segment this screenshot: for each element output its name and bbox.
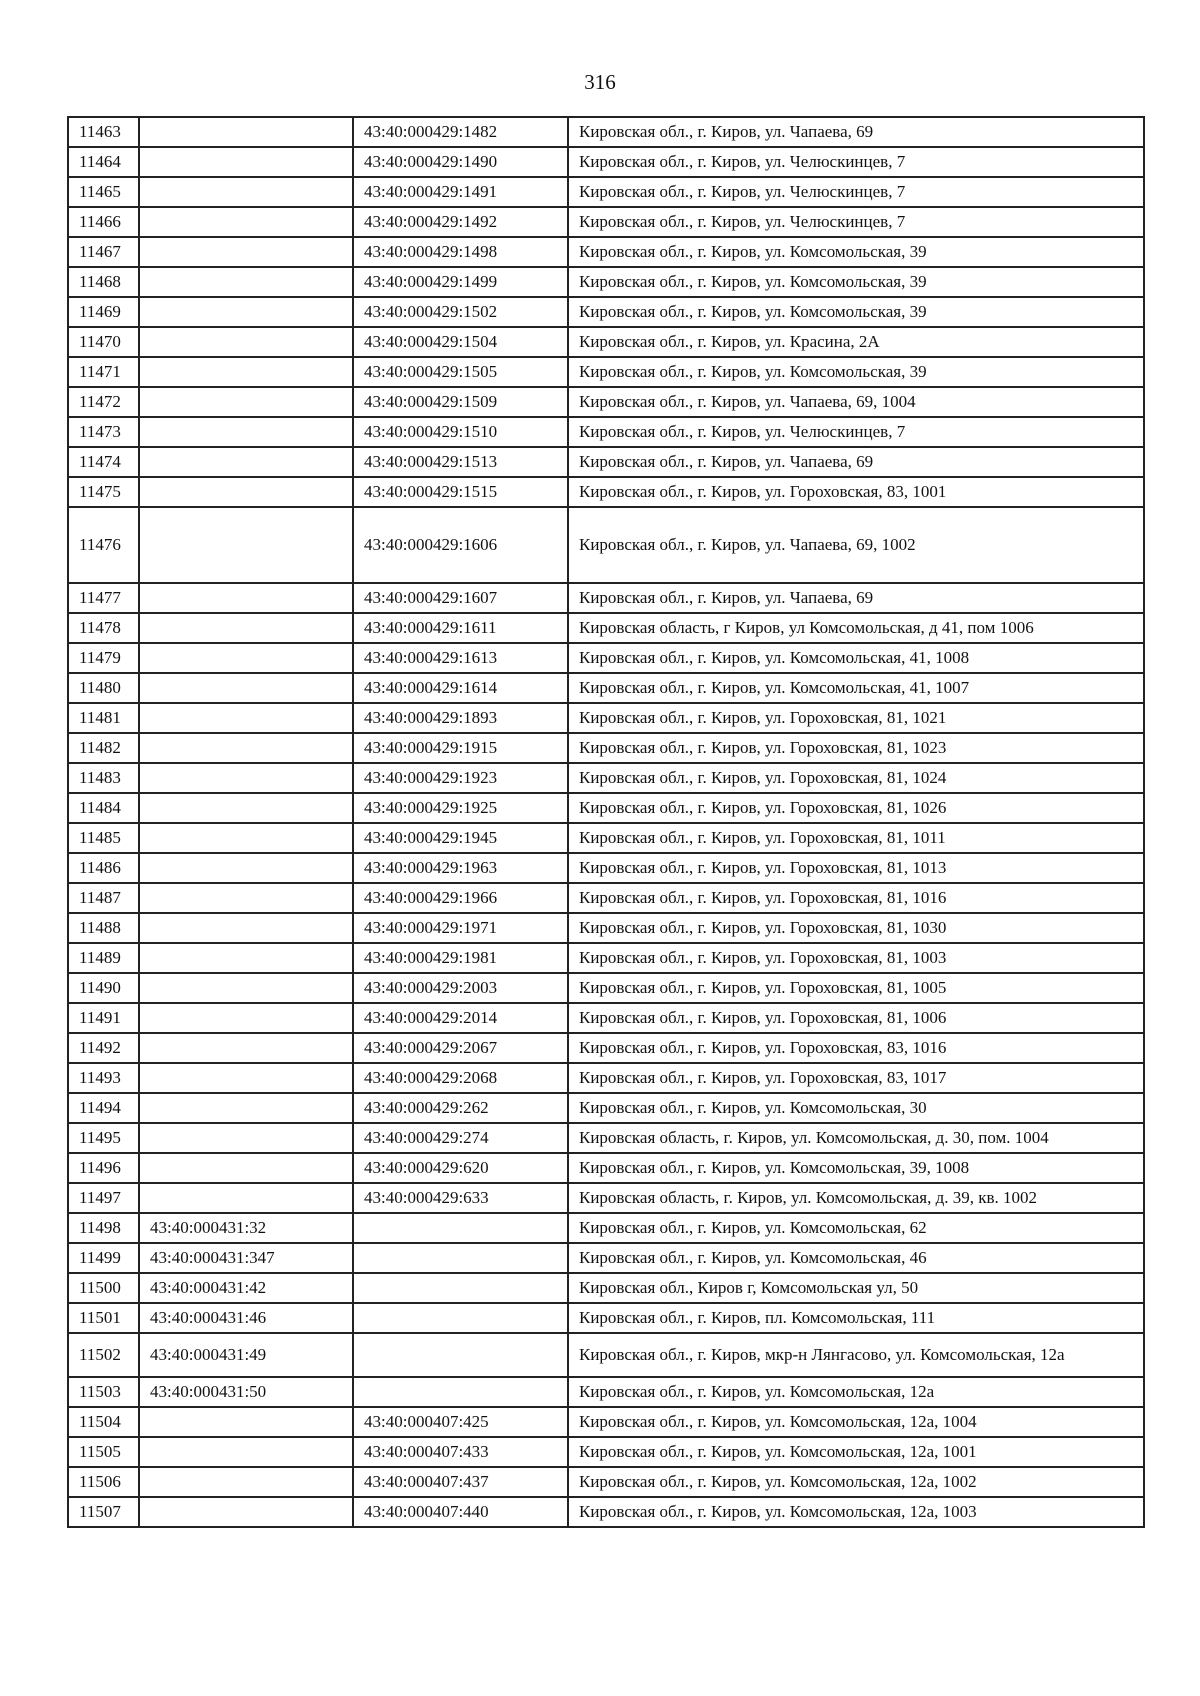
cell-row-number: 11483: [68, 763, 139, 793]
cell-object-cadastral-number: 43:40:000429:1893: [353, 703, 568, 733]
table-row: [68, 477, 1144, 507]
cell-land-cadastral-number: [139, 913, 353, 943]
cell-object-cadastral-number: 43:40:000429:1923: [353, 763, 568, 793]
registry-table: [67, 116, 1145, 1528]
cell-object-cadastral-number: [353, 1213, 568, 1243]
cell-land-cadastral-number: 43:40:000431:32: [139, 1213, 353, 1243]
cell-address: Кировская обл., г. Киров, ул. Комсомольская, 41, 1007: [568, 673, 1144, 703]
cell-object-cadastral-number: 43:40:000407:425: [353, 1407, 568, 1437]
cell-object-cadastral-number: 43:40:000429:274: [353, 1123, 568, 1153]
cell-object-cadastral-number: [353, 1333, 568, 1377]
cell-row-number: 11503: [68, 1377, 139, 1407]
cell-land-cadastral-number: [139, 207, 353, 237]
cell-row-number: 11495: [68, 1123, 139, 1153]
cell-land-cadastral-number: [139, 733, 353, 763]
table-row: [68, 507, 1144, 583]
cell-address: Кировская обл., г. Киров, ул. Комсомольская, 39, 1008: [568, 1153, 1144, 1183]
cell-land-cadastral-number: [139, 1153, 353, 1183]
cell-address: Кировская обл., г. Киров, ул. Челюскинцев, 7: [568, 147, 1144, 177]
cell-land-cadastral-number: [139, 447, 353, 477]
table-row: [68, 1467, 1144, 1497]
cell-address: Кировская обл., г. Киров, ул. Гороховская, 83, 1017: [568, 1063, 1144, 1093]
table-row: [68, 1153, 1144, 1183]
cell-row-number: 11472: [68, 387, 139, 417]
cell-row-number: 11502: [68, 1333, 139, 1377]
table-row: [68, 1063, 1144, 1093]
cell-land-cadastral-number: [139, 477, 353, 507]
table-row: [68, 117, 1144, 147]
table-row: [68, 327, 1144, 357]
cell-row-number: 11498: [68, 1213, 139, 1243]
cell-row-number: 11500: [68, 1273, 139, 1303]
cell-row-number: 11499: [68, 1243, 139, 1273]
table-row: [68, 1093, 1144, 1123]
cell-object-cadastral-number: 43:40:000429:1606: [353, 507, 568, 583]
table-row: [68, 1003, 1144, 1033]
cell-land-cadastral-number: [139, 267, 353, 297]
table-row: [68, 823, 1144, 853]
cell-object-cadastral-number: 43:40:000429:620: [353, 1153, 568, 1183]
table-row: [68, 613, 1144, 643]
cell-object-cadastral-number: 43:40:000429:1945: [353, 823, 568, 853]
cell-land-cadastral-number: [139, 327, 353, 357]
cell-address: Кировская обл., г. Киров, ул. Комсомольская, 46: [568, 1243, 1144, 1273]
table-row: [68, 913, 1144, 943]
cell-land-cadastral-number: [139, 297, 353, 327]
cell-land-cadastral-number: [139, 703, 353, 733]
cell-object-cadastral-number: 43:40:000429:1505: [353, 357, 568, 387]
cell-land-cadastral-number: [139, 793, 353, 823]
cell-address: Кировская обл., г. Киров, ул. Гороховская, 81, 1013: [568, 853, 1144, 883]
cell-row-number: 11479: [68, 643, 139, 673]
cell-row-number: 11494: [68, 1093, 139, 1123]
cell-address: Кировская обл., г. Киров, ул. Комсомольская, 39: [568, 297, 1144, 327]
cell-object-cadastral-number: 43:40:000429:1611: [353, 613, 568, 643]
cell-object-cadastral-number: 43:40:000429:1971: [353, 913, 568, 943]
cell-object-cadastral-number: 43:40:000429:2068: [353, 1063, 568, 1093]
table-row: [68, 1333, 1144, 1377]
cell-land-cadastral-number: [139, 357, 353, 387]
cell-object-cadastral-number: 43:40:000429:1499: [353, 267, 568, 297]
table-row: [68, 1407, 1144, 1437]
cell-row-number: 11463: [68, 117, 139, 147]
cell-address: Кировская обл., г. Киров, ул. Комсомольская, 30: [568, 1093, 1144, 1123]
cell-object-cadastral-number: 43:40:000429:1613: [353, 643, 568, 673]
table-row: [68, 177, 1144, 207]
cell-address: Кировская обл., г. Киров, ул. Комсомольская, 41, 1008: [568, 643, 1144, 673]
cell-address: Кировская обл., г. Киров, ул. Гороховская, 81, 1023: [568, 733, 1144, 763]
cell-land-cadastral-number: [139, 613, 353, 643]
cell-land-cadastral-number: [139, 117, 353, 147]
cell-row-number: 11477: [68, 583, 139, 613]
cell-row-number: 11487: [68, 883, 139, 913]
cell-object-cadastral-number: 43:40:000429:1981: [353, 943, 568, 973]
cell-address: Кировская обл., г. Киров, ул. Чапаева, 69, 1004: [568, 387, 1144, 417]
cell-row-number: 11501: [68, 1303, 139, 1333]
cell-land-cadastral-number: [139, 1497, 353, 1527]
cell-address: Кировская обл., г. Киров, ул. Челюскинцев, 7: [568, 207, 1144, 237]
cell-address: Кировская обл., г. Киров, ул. Гороховская, 81, 1016: [568, 883, 1144, 913]
table-row: [68, 417, 1144, 447]
cell-row-number: 11488: [68, 913, 139, 943]
table-row: [68, 1377, 1144, 1407]
cell-land-cadastral-number: [139, 1467, 353, 1497]
cell-land-cadastral-number: [139, 943, 353, 973]
cell-land-cadastral-number: [139, 1033, 353, 1063]
cell-address: Кировская обл., г. Киров, ул. Красина, 2А: [568, 327, 1144, 357]
cell-object-cadastral-number: 43:40:000429:1492: [353, 207, 568, 237]
cell-object-cadastral-number: 43:40:000429:2067: [353, 1033, 568, 1063]
cell-row-number: 11489: [68, 943, 139, 973]
cell-row-number: 11469: [68, 297, 139, 327]
cell-object-cadastral-number: 43:40:000429:633: [353, 1183, 568, 1213]
table-row: [68, 1303, 1144, 1333]
cell-row-number: 11470: [68, 327, 139, 357]
cell-land-cadastral-number: [139, 973, 353, 1003]
cell-row-number: 11467: [68, 237, 139, 267]
cell-address: Кировская обл., г. Киров, ул. Комсомольская, 39: [568, 357, 1144, 387]
cell-address: Кировская обл., г. Киров, ул. Гороховская, 81, 1024: [568, 763, 1144, 793]
cell-object-cadastral-number: [353, 1273, 568, 1303]
page-number: 316: [584, 70, 616, 94]
cell-land-cadastral-number: [139, 1183, 353, 1213]
cell-object-cadastral-number: 43:40:000429:1925: [353, 793, 568, 823]
cell-object-cadastral-number: [353, 1377, 568, 1407]
cell-land-cadastral-number: [139, 1093, 353, 1123]
cell-object-cadastral-number: 43:40:000429:1607: [353, 583, 568, 613]
cell-land-cadastral-number: [139, 237, 353, 267]
cell-address: Кировская обл., г. Киров, ул. Гороховская, 83, 1016: [568, 1033, 1144, 1063]
cell-row-number: 11493: [68, 1063, 139, 1093]
cell-land-cadastral-number: 43:40:000431:50: [139, 1377, 353, 1407]
table-row: [68, 1243, 1144, 1273]
cell-row-number: 11464: [68, 147, 139, 177]
cell-address: Кировская обл., г. Киров, ул. Челюскинцев, 7: [568, 417, 1144, 447]
cell-land-cadastral-number: [139, 1003, 353, 1033]
cell-object-cadastral-number: 43:40:000429:1502: [353, 297, 568, 327]
cell-row-number: 11491: [68, 1003, 139, 1033]
cell-land-cadastral-number: [139, 387, 353, 417]
table-row: [68, 1273, 1144, 1303]
cell-object-cadastral-number: [353, 1243, 568, 1273]
cell-row-number: 11482: [68, 733, 139, 763]
cell-address: Кировская обл., г. Киров, ул. Комсомольская, 12а, 1001: [568, 1437, 1144, 1467]
cell-object-cadastral-number: 43:40:000429:1966: [353, 883, 568, 913]
cell-address: Кировская обл., г. Киров, ул. Гороховская, 81, 1006: [568, 1003, 1144, 1033]
table-row: [68, 943, 1144, 973]
cell-object-cadastral-number: 43:40:000429:1515: [353, 477, 568, 507]
cell-object-cadastral-number: 43:40:000429:1490: [353, 147, 568, 177]
cell-land-cadastral-number: [139, 853, 353, 883]
cell-address: Кировская область, г. Киров, ул. Комсомольская, д. 39, кв. 1002: [568, 1183, 1144, 1213]
table-row: [68, 207, 1144, 237]
cell-land-cadastral-number: 43:40:000431:42: [139, 1273, 353, 1303]
cell-object-cadastral-number: 43:40:000429:1963: [353, 853, 568, 883]
cell-row-number: 11490: [68, 973, 139, 1003]
cell-land-cadastral-number: [139, 883, 353, 913]
cell-address: Кировская обл., г. Киров, ул. Гороховская, 81, 1005: [568, 973, 1144, 1003]
table-row: [68, 703, 1144, 733]
cell-address: Кировская обл., г. Киров, ул. Комсомольская, 12а, 1003: [568, 1497, 1144, 1527]
cell-address: Кировская обл., г. Киров, ул. Гороховская, 81, 1011: [568, 823, 1144, 853]
cell-address: Кировская обл., г. Киров, ул. Чапаева, 69: [568, 447, 1144, 477]
registry-table-body: [68, 117, 1144, 1527]
cell-object-cadastral-number: 43:40:000429:2003: [353, 973, 568, 1003]
table-row: [68, 733, 1144, 763]
cell-land-cadastral-number: [139, 643, 353, 673]
table-row: [68, 583, 1144, 613]
cell-address: Кировская обл., г. Киров, ул. Чапаева, 69, 1002: [568, 507, 1144, 583]
table-row: [68, 267, 1144, 297]
cell-object-cadastral-number: 43:40:000429:1504: [353, 327, 568, 357]
cell-row-number: 11468: [68, 267, 139, 297]
table-row: [68, 357, 1144, 387]
cell-land-cadastral-number: [139, 583, 353, 613]
cell-row-number: 11476: [68, 507, 139, 583]
cell-row-number: 11473: [68, 417, 139, 447]
cell-object-cadastral-number: 43:40:000429:1498: [353, 237, 568, 267]
cell-row-number: 11496: [68, 1153, 139, 1183]
table-row: [68, 1213, 1144, 1243]
cell-address: Кировская обл., г. Киров, ул. Гороховская, 83, 1001: [568, 477, 1144, 507]
table-row: [68, 973, 1144, 1003]
cell-address: Кировская обл., г. Киров, ул. Гороховская, 81, 1026: [568, 793, 1144, 823]
table-row: [68, 853, 1144, 883]
table-row: [68, 883, 1144, 913]
cell-land-cadastral-number: [139, 1063, 353, 1093]
cell-row-number: 11484: [68, 793, 139, 823]
table-row: [68, 763, 1144, 793]
cell-row-number: 11471: [68, 357, 139, 387]
cell-land-cadastral-number: 43:40:000431:49: [139, 1333, 353, 1377]
cell-object-cadastral-number: 43:40:000429:1614: [353, 673, 568, 703]
cell-address: Кировская обл., г. Киров, ул. Комсомольская, 39: [568, 237, 1144, 267]
cell-row-number: 11475: [68, 477, 139, 507]
table-row: [68, 1497, 1144, 1527]
table-row: [68, 297, 1144, 327]
cell-object-cadastral-number: 43:40:000429:1513: [353, 447, 568, 477]
cell-object-cadastral-number: 43:40:000429:1509: [353, 387, 568, 417]
cell-land-cadastral-number: [139, 1123, 353, 1153]
cell-address: Кировская обл., г. Киров, ул. Челюскинцев, 7: [568, 177, 1144, 207]
table-row: [68, 1123, 1144, 1153]
cell-row-number: 11474: [68, 447, 139, 477]
cell-land-cadastral-number: [139, 507, 353, 583]
cell-row-number: 11505: [68, 1437, 139, 1467]
cell-address: Кировская обл., г. Киров, ул. Гороховская, 81, 1021: [568, 703, 1144, 733]
cell-address: Кировская обл., г. Киров, ул. Комсомольская, 12а, 1002: [568, 1467, 1144, 1497]
cell-row-number: 11481: [68, 703, 139, 733]
cell-row-number: 11497: [68, 1183, 139, 1213]
cell-object-cadastral-number: 43:40:000407:437: [353, 1467, 568, 1497]
cell-land-cadastral-number: [139, 673, 353, 703]
cell-address: Кировская обл., г. Киров, ул. Гороховская, 81, 1003: [568, 943, 1144, 973]
table-row: [68, 1183, 1144, 1213]
cell-land-cadastral-number: [139, 147, 353, 177]
cell-row-number: 11466: [68, 207, 139, 237]
cell-address: Кировская обл., г. Киров, ул. Комсомольская, 12а, 1004: [568, 1407, 1144, 1437]
cell-object-cadastral-number: 43:40:000429:1915: [353, 733, 568, 763]
cell-land-cadastral-number: [139, 763, 353, 793]
cell-land-cadastral-number: 43:40:000431:347: [139, 1243, 353, 1273]
cell-address: Кировская обл., г. Киров, ул. Чапаева, 69: [568, 117, 1144, 147]
cell-land-cadastral-number: [139, 823, 353, 853]
cell-address: Кировская обл., г. Киров, мкр-н Лянгасово, ул. Комсомольская, 12а: [568, 1333, 1144, 1377]
cell-row-number: 11465: [68, 177, 139, 207]
cell-object-cadastral-number: 43:40:000407:433: [353, 1437, 568, 1467]
cell-row-number: 11492: [68, 1033, 139, 1063]
cell-land-cadastral-number: 43:40:000431:46: [139, 1303, 353, 1333]
cell-land-cadastral-number: [139, 417, 353, 447]
cell-address: Кировская обл., г. Киров, ул. Комсомольская, 39: [568, 267, 1144, 297]
cell-land-cadastral-number: [139, 1437, 353, 1467]
table-row: [68, 643, 1144, 673]
cell-land-cadastral-number: [139, 177, 353, 207]
table-row: [68, 147, 1144, 177]
cell-object-cadastral-number: 43:40:000429:262: [353, 1093, 568, 1123]
cell-address: Кировская область, г Киров, ул Комсомольская, д 41, пом 1006: [568, 613, 1144, 643]
cell-row-number: 11480: [68, 673, 139, 703]
table-row: [68, 1437, 1144, 1467]
cell-address: Кировская обл., Киров г, Комсомольская ул, 50: [568, 1273, 1144, 1303]
cell-object-cadastral-number: [353, 1303, 568, 1333]
cell-row-number: 11485: [68, 823, 139, 853]
cell-row-number: 11486: [68, 853, 139, 883]
cell-row-number: 11507: [68, 1497, 139, 1527]
cell-object-cadastral-number: 43:40:000429:1482: [353, 117, 568, 147]
cell-address: Кировская обл., г. Киров, ул. Гороховская, 81, 1030: [568, 913, 1144, 943]
cell-address: Кировская область, г. Киров, ул. Комсомольская, д. 30, пом. 1004: [568, 1123, 1144, 1153]
cell-object-cadastral-number: 43:40:000429:1491: [353, 177, 568, 207]
cell-address: Кировская обл., г. Киров, ул. Комсомольская, 12а: [568, 1377, 1144, 1407]
table-row: [68, 447, 1144, 477]
cell-object-cadastral-number: 43:40:000429:2014: [353, 1003, 568, 1033]
table-row: [68, 673, 1144, 703]
table-row: [68, 237, 1144, 267]
cell-object-cadastral-number: 43:40:000407:440: [353, 1497, 568, 1527]
cell-address: Кировская обл., г. Киров, ул. Комсомольская, 62: [568, 1213, 1144, 1243]
cell-address: Кировская обл., г. Киров, пл. Комсомольская, 111: [568, 1303, 1144, 1333]
table-row: [68, 387, 1144, 417]
table-row: [68, 793, 1144, 823]
cell-object-cadastral-number: 43:40:000429:1510: [353, 417, 568, 447]
cell-land-cadastral-number: [139, 1407, 353, 1437]
cell-row-number: 11504: [68, 1407, 139, 1437]
cell-address: Кировская обл., г. Киров, ул. Чапаева, 69: [568, 583, 1144, 613]
table-row: [68, 1033, 1144, 1063]
cell-row-number: 11478: [68, 613, 139, 643]
cell-row-number: 11506: [68, 1467, 139, 1497]
